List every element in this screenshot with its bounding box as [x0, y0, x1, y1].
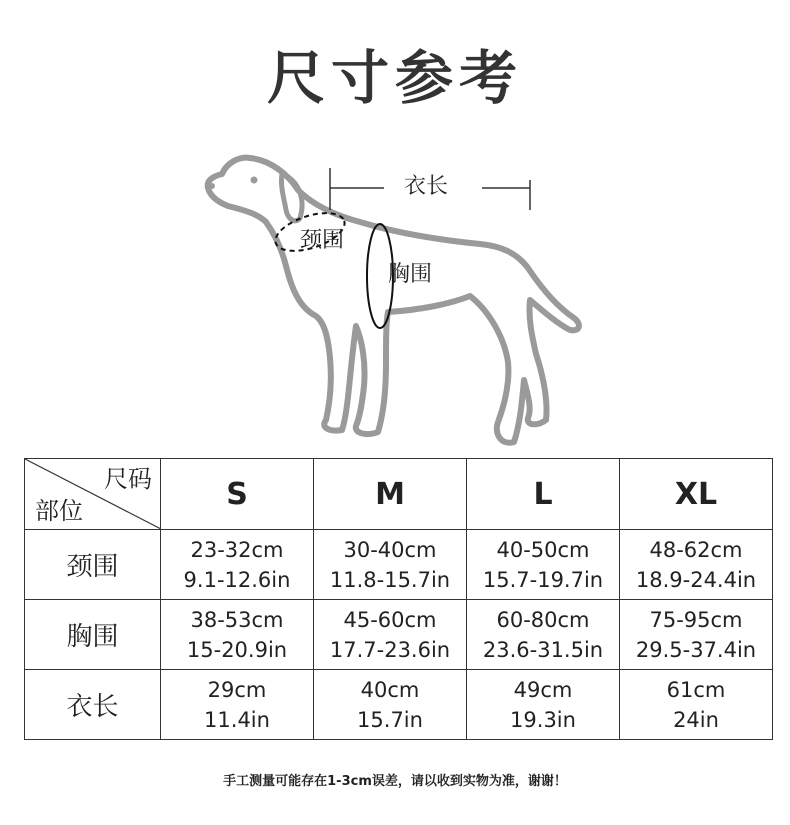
table-cell	[161, 600, 314, 670]
length-label: 衣长	[404, 174, 449, 199]
dog-silhouette-icon	[0, 140, 790, 460]
in-value: 18.9-24.4in	[635, 567, 757, 592]
cm-value: 60-80cm	[496, 607, 590, 632]
in-value: 19.3in	[510, 707, 576, 732]
cm-value: 30-40cm	[343, 537, 437, 562]
table-cell	[314, 670, 467, 740]
size-header-m: M	[314, 459, 467, 530]
size-header-l: L	[467, 459, 620, 530]
size-table	[24, 458, 773, 740]
cm-value: 38-53cm	[190, 607, 284, 632]
table-cell	[314, 530, 467, 600]
neck-label: 颈围	[300, 228, 345, 253]
in-value: 9.1-12.6in	[183, 567, 291, 592]
table-row	[25, 670, 773, 740]
table-header-row	[25, 459, 773, 530]
in-value: 15.7in	[357, 707, 423, 732]
table-cell	[314, 600, 467, 670]
in-value: 29.5-37.4in	[635, 637, 757, 662]
table-cell	[620, 600, 773, 670]
in-value: 15-20.9in	[186, 637, 288, 662]
cm-value: 48-62cm	[649, 537, 743, 562]
in-value: 11.4in	[204, 707, 270, 732]
corner-size-label: 尺码	[104, 465, 152, 493]
cm-value: 61cm	[666, 677, 726, 702]
table-row	[25, 530, 773, 600]
row-label-length: 衣长	[25, 670, 161, 740]
row-label-neck: 颈围	[25, 530, 161, 600]
table-row	[25, 600, 773, 670]
cm-value: 45-60cm	[343, 607, 437, 632]
in-value: 11.8-15.7in	[329, 567, 451, 592]
measurement-note: 手工测量可能存在1-3cm误差，请以收到实物为准，谢谢！	[223, 774, 567, 789]
table-cell	[467, 530, 620, 600]
table-cell	[161, 530, 314, 600]
cm-value: 23-32cm	[190, 537, 284, 562]
table-cell	[620, 530, 773, 600]
table-cell	[467, 600, 620, 670]
page-title: 尺寸参考	[266, 44, 523, 112]
cm-value: 40cm	[360, 677, 420, 702]
cm-value: 29cm	[207, 677, 267, 702]
cm-value: 40-50cm	[496, 537, 590, 562]
table-cell	[467, 670, 620, 740]
table-cell	[161, 670, 314, 740]
cm-value: 75-95cm	[649, 607, 743, 632]
size-header-xl: XL	[620, 459, 773, 530]
corner-part-label: 部位	[35, 497, 83, 525]
in-value: 23.6-31.5in	[482, 637, 604, 662]
size-header-s: S	[161, 459, 314, 530]
in-value: 15.7-19.7in	[482, 567, 604, 592]
corner-cell	[25, 459, 161, 530]
chest-label: 胸围	[388, 262, 433, 287]
table-cell	[620, 670, 773, 740]
row-label-chest: 胸围	[25, 600, 161, 670]
dog-measurement-diagram	[0, 140, 790, 460]
in-value: 17.7-23.6in	[329, 637, 451, 662]
cm-value: 49cm	[513, 677, 573, 702]
in-value: 24in	[673, 707, 719, 732]
